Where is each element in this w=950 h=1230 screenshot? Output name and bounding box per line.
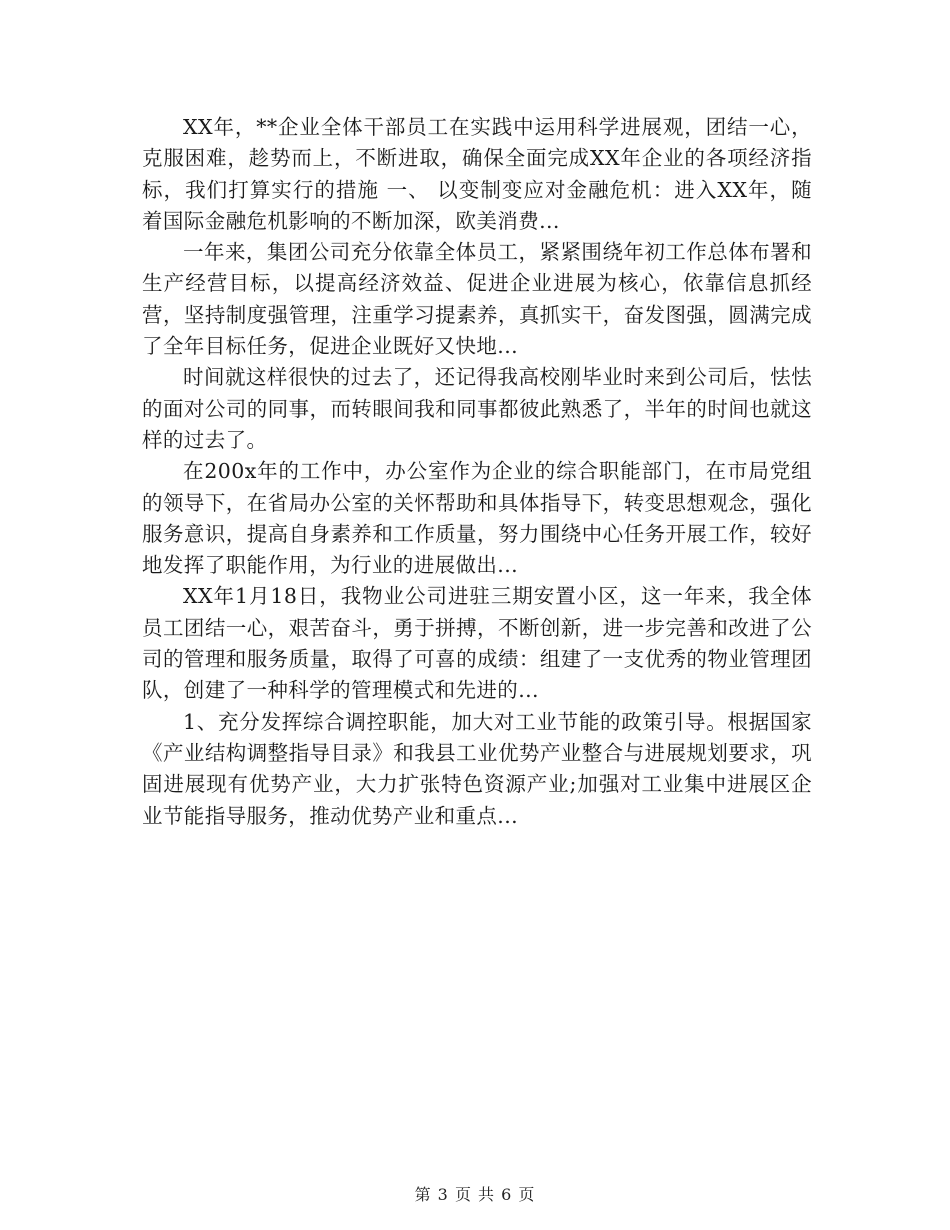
paragraph-2: 一年来，集团公司充分依靠全体员工，紧紧围绕年初工作总体布署和生产经营目标，以提高经济效益、促进企业进展为核心，依靠信息抓经营，坚持制度强管理，注重学习提素养，真抓实干，奋发图强，圆满完成了全年目标任务，促进企业既好又快地... (142, 240, 812, 359)
paragraph-5: XX年1月18日，我物业公司进驻三期安置小区，这一年来，我全体员工团结一心，艰苦奋斗，勇于拼搏，不断创新，进一步完善和改进了公司的管理和服务质量，取得了可喜的成绩：组建了一支优秀的物业管理团队，创建了一种科学的管理模式和先进的... (142, 584, 812, 703)
paragraph-3: 时间就这样很快的过去了，还记得我高校刚毕业时来到公司后，怯怯的面对公司的同事，而转眼间我和同事都彼此熟悉了，半年的时间也就这样的过去了。 (142, 365, 812, 452)
paragraph-4: 在200x年的工作中，办公室作为企业的综合职能部门，在市局党组的领导下，在省局办公室的关怀帮助和具体指导下，转变思想观念，强化服务意识，提高自身素养和工作质量，努力围绕中心任务开展工作，较好地发挥了职能作用，为行业的进展做出... (142, 459, 812, 578)
page-number-footer: 第 3 页 共 6 页 (414, 1185, 536, 1204)
paragraph-6: 1、充分发挥综合调控职能，加大对工业节能的政策引导。根据国家《产业结构调整指导目录》和我县工业优势产业整合与进展规划要求，巩固进展现有优势产业，大力扩张特色资源产业;加强对工业集中进展区企业节能指导服务，推动优势产业和重点... (142, 709, 812, 828)
paragraph-1: XX年，**企业全体干部员工在实践中运用科学进展观，团结一心，克服困难，趁势而上，不断进取，确保全面完成XX年企业的各项经济指标，我们打算实行的措施 一、 以变制变应对金融危机：进入XX年，随着国际金融危机影响的不断加深，欧美消费... (142, 115, 812, 233)
document-body (142, 112, 812, 832)
